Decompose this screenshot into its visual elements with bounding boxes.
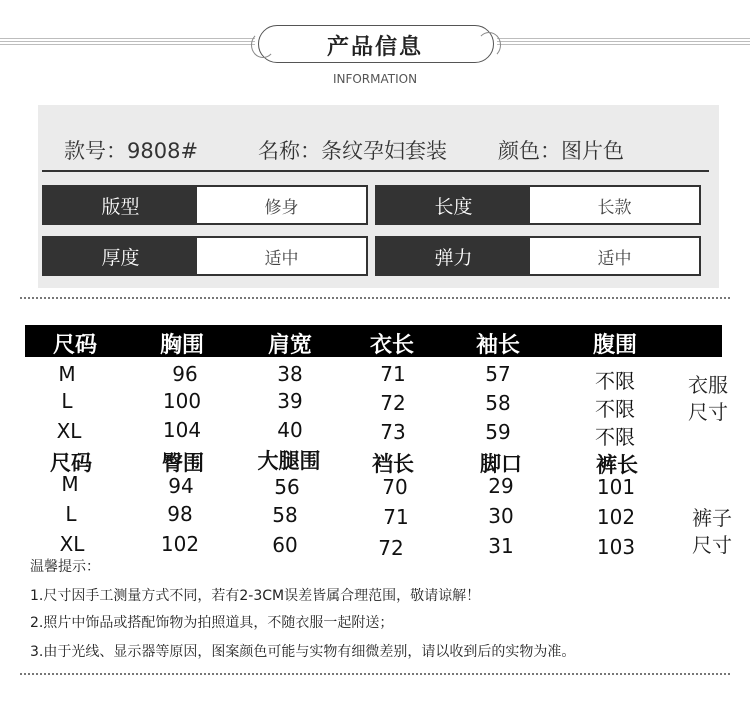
side-label-line: 裤子 xyxy=(692,506,732,530)
note-item: 3.由于光线、显示器等原因，图案颜色可能与实物有细微差别，请以收到后的实物为准。 xyxy=(30,644,576,660)
table-cell: M xyxy=(58,362,76,386)
note-item: 2.照片中饰品或搭配饰物为拍照道具，不随衣服一起附送； xyxy=(30,615,394,631)
attribute-value: 适中 xyxy=(197,238,366,274)
table-cell: 不限 xyxy=(595,425,635,449)
product-name xyxy=(258,135,447,165)
style-number xyxy=(64,135,198,165)
table-cell: 98 xyxy=(167,502,193,526)
notes-title: 温馨提示： xyxy=(30,559,100,575)
table-cell: 70 xyxy=(382,475,408,499)
header-hem: 脚口 xyxy=(480,452,522,476)
header-pants-length: 裤长 xyxy=(596,453,638,477)
table-cell: 38 xyxy=(277,362,303,386)
header-belly: 腹围 xyxy=(592,333,638,358)
table-cell: 40 xyxy=(277,418,303,442)
header-length: 衣长 xyxy=(369,333,415,358)
product-name-label: 名称： xyxy=(258,139,321,163)
style-number-value: 9808# xyxy=(127,139,199,163)
dotted-divider xyxy=(20,673,730,675)
table-cell: 56 xyxy=(274,475,300,499)
dotted-divider xyxy=(20,297,730,299)
table-cell: L xyxy=(65,502,77,526)
product-color xyxy=(498,135,624,165)
header-thigh: 大腿围 xyxy=(257,449,321,473)
attribute-label: 版型 xyxy=(44,187,197,223)
info-divider xyxy=(42,170,709,172)
table-cell: 29 xyxy=(488,474,514,498)
attribute-value: 修身 xyxy=(197,187,366,223)
table-cell: 100 xyxy=(162,389,202,413)
table-cell: 58 xyxy=(272,503,298,527)
attribute-label: 长度 xyxy=(377,187,530,223)
table-cell: 101 xyxy=(596,475,636,499)
header-hip: 臀围 xyxy=(162,451,204,475)
table-cell: XL xyxy=(56,419,82,443)
table-cell: 102 xyxy=(160,532,200,556)
table-cell: 31 xyxy=(488,534,514,558)
table-cell: 不限 xyxy=(595,397,635,421)
header-sleeve: 袖长 xyxy=(475,333,521,358)
section-subtitle: INFORMATION xyxy=(332,72,418,86)
header-size: 尺码 xyxy=(52,333,98,358)
table-cell: M xyxy=(61,472,79,496)
attribute-label: 弹力 xyxy=(377,238,530,274)
header-pants-size: 尺码 xyxy=(50,451,92,475)
side-label-line: 尺寸 xyxy=(692,533,732,557)
side-label-line: 尺寸 xyxy=(688,400,728,424)
table-cell: 58 xyxy=(485,391,511,415)
table-cell: 72 xyxy=(378,536,404,560)
table-cell: L xyxy=(61,389,73,413)
attribute-thickness xyxy=(42,236,368,276)
header-rise: 裆长 xyxy=(372,452,414,476)
table-cell: 102 xyxy=(596,505,636,529)
table-cell: 57 xyxy=(485,362,511,386)
table-cell: 39 xyxy=(277,389,303,413)
product-name-value: 条纹孕妇套装 xyxy=(321,139,447,163)
product-color-label: 颜色： xyxy=(498,139,561,163)
side-label-line: 衣服 xyxy=(688,373,728,397)
table-cell: 30 xyxy=(488,504,514,528)
style-number-label: 款号： xyxy=(64,139,127,163)
top-size-side-label xyxy=(678,372,738,426)
table-cell: 94 xyxy=(168,474,194,498)
table-cell: 59 xyxy=(485,420,511,444)
table-cell: 不限 xyxy=(595,369,635,393)
attribute-value: 长款 xyxy=(530,187,699,223)
section-title: 产品信息 xyxy=(326,34,423,60)
table-cell: 104 xyxy=(162,418,202,442)
attribute-elasticity xyxy=(375,236,701,276)
note-item: 1.尺寸因手工测量方式不同，若有2-3CM误差皆属合理范围，敬请谅解！ xyxy=(30,588,481,604)
product-color-value: 图片色 xyxy=(561,139,624,163)
attribute-label: 厚度 xyxy=(44,238,197,274)
header-chest: 胸围 xyxy=(159,333,205,358)
attribute-value: 适中 xyxy=(530,238,699,274)
pants-size-side-label xyxy=(682,505,742,559)
table-cell: 72 xyxy=(380,391,406,415)
table-cell: 103 xyxy=(596,535,636,559)
attribute-fit xyxy=(42,185,368,225)
table-cell: 71 xyxy=(380,362,406,386)
table-cell: XL xyxy=(59,532,85,556)
attribute-length xyxy=(375,185,701,225)
header-shoulder: 肩宽 xyxy=(267,333,313,358)
table-cell: 96 xyxy=(172,362,198,386)
table-cell: 60 xyxy=(272,533,298,557)
table-cell: 71 xyxy=(383,505,409,529)
table-cell: 73 xyxy=(380,420,406,444)
